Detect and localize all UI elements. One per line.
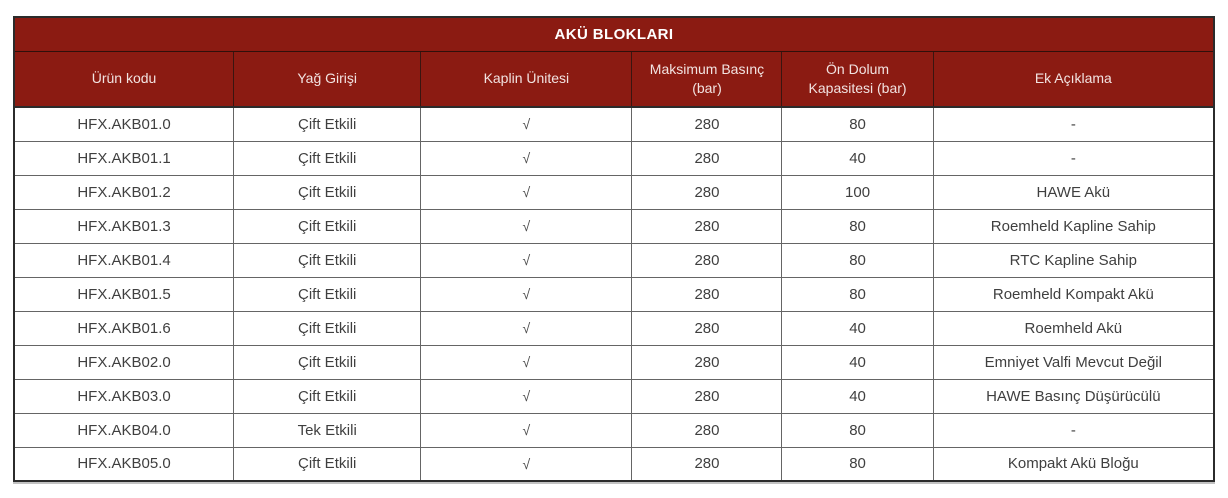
cell-max-pressure: 280 <box>632 379 782 413</box>
title-row <box>14 17 1214 51</box>
cell-coupling-check: √ <box>421 175 632 209</box>
cell-product-code: HFX.AKB01.1 <box>14 141 234 175</box>
cell-oil-input: Çift Etkili <box>234 345 421 379</box>
table-row <box>14 243 1214 277</box>
column-header-max-pressure: Maksimum Basınç (bar) <box>632 51 782 107</box>
table-row <box>14 209 1214 243</box>
table-body <box>14 107 1214 481</box>
cell-oil-input: Çift Etkili <box>234 243 421 277</box>
cell-oil-input: Çift Etkili <box>234 107 421 141</box>
cell-note: - <box>933 107 1214 141</box>
table-row <box>14 175 1214 209</box>
aku-bloklari-table <box>13 16 1215 482</box>
cell-coupling-check: √ <box>421 413 632 447</box>
cell-note: HAWE Basınç Düşürücülü <box>933 379 1214 413</box>
column-header-oil-input: Yağ Girişi <box>234 51 421 107</box>
cell-oil-input: Çift Etkili <box>234 141 421 175</box>
cell-max-pressure: 280 <box>632 141 782 175</box>
cell-precharge: 80 <box>782 447 933 481</box>
column-header-precharge-capacity: Ön Dolum Kapasitesi (bar) <box>782 51 933 107</box>
cell-coupling-check: √ <box>421 311 632 345</box>
cell-product-code: HFX.AKB05.0 <box>14 447 234 481</box>
cell-note: - <box>933 413 1214 447</box>
cell-coupling-check: √ <box>421 277 632 311</box>
cell-note: RTC Kapline Sahip <box>933 243 1214 277</box>
cell-max-pressure: 280 <box>632 311 782 345</box>
column-header-coupling-unit: Kaplin Ünitesi <box>421 51 632 107</box>
cell-oil-input: Çift Etkili <box>234 447 421 481</box>
table-row <box>14 345 1214 379</box>
cell-precharge: 80 <box>782 277 933 311</box>
cell-product-code: HFX.AKB01.6 <box>14 311 234 345</box>
cell-product-code: HFX.AKB01.4 <box>14 243 234 277</box>
cell-oil-input: Çift Etkili <box>234 311 421 345</box>
cell-coupling-check: √ <box>421 379 632 413</box>
cell-oil-input: Çift Etkili <box>234 277 421 311</box>
cell-max-pressure: 280 <box>632 209 782 243</box>
cell-max-pressure: 280 <box>632 277 782 311</box>
cell-precharge: 80 <box>782 209 933 243</box>
cell-max-pressure: 280 <box>632 243 782 277</box>
cell-coupling-check: √ <box>421 243 632 277</box>
cell-max-pressure: 280 <box>632 447 782 481</box>
cell-note: Kompakt Akü Bloğu <box>933 447 1214 481</box>
cell-note: - <box>933 141 1214 175</box>
cell-precharge: 80 <box>782 243 933 277</box>
cell-precharge: 80 <box>782 413 933 447</box>
column-header-row <box>14 51 1214 107</box>
cell-max-pressure: 280 <box>632 345 782 379</box>
cell-product-code: HFX.AKB03.0 <box>14 379 234 413</box>
table-row <box>14 311 1214 345</box>
column-header-product-code: Ürün kodu <box>14 51 234 107</box>
cell-oil-input: Tek Etkili <box>234 413 421 447</box>
cell-product-code: HFX.AKB04.0 <box>14 413 234 447</box>
cell-max-pressure: 280 <box>632 107 782 141</box>
table-row <box>14 277 1214 311</box>
cell-product-code: HFX.AKB01.5 <box>14 277 234 311</box>
cell-note: Roemheld Kapline Sahip <box>933 209 1214 243</box>
cell-max-pressure: 280 <box>632 175 782 209</box>
cell-note: Roemheld Kompakt Akü <box>933 277 1214 311</box>
cell-precharge: 80 <box>782 107 933 141</box>
table-row <box>14 141 1214 175</box>
table-row <box>14 107 1214 141</box>
table-row <box>14 379 1214 413</box>
cell-coupling-check: √ <box>421 107 632 141</box>
cell-oil-input: Çift Etkili <box>234 379 421 413</box>
cell-precharge: 40 <box>782 379 933 413</box>
cell-note: Emniyet Valfi Mevcut Değil <box>933 345 1214 379</box>
column-header-extra-note: Ek Açıklama <box>933 51 1214 107</box>
table-title: AKÜ BLOKLARI <box>14 17 1214 51</box>
cell-oil-input: Çift Etkili <box>234 209 421 243</box>
cell-oil-input: Çift Etkili <box>234 175 421 209</box>
cell-note: Roemheld Akü <box>933 311 1214 345</box>
table-header <box>14 17 1214 107</box>
cell-product-code: HFX.AKB01.0 <box>14 107 234 141</box>
table-row <box>14 413 1214 447</box>
cell-coupling-check: √ <box>421 447 632 481</box>
aku-bloklari-table-container <box>13 16 1215 482</box>
table-row <box>14 447 1214 481</box>
cell-precharge: 40 <box>782 141 933 175</box>
cell-precharge: 40 <box>782 345 933 379</box>
cell-note: HAWE Akü <box>933 175 1214 209</box>
cell-coupling-check: √ <box>421 209 632 243</box>
cell-product-code: HFX.AKB01.2 <box>14 175 234 209</box>
cell-product-code: HFX.AKB02.0 <box>14 345 234 379</box>
cell-precharge: 100 <box>782 175 933 209</box>
cell-max-pressure: 280 <box>632 413 782 447</box>
cell-coupling-check: √ <box>421 141 632 175</box>
cell-coupling-check: √ <box>421 345 632 379</box>
cell-product-code: HFX.AKB01.3 <box>14 209 234 243</box>
cell-precharge: 40 <box>782 311 933 345</box>
